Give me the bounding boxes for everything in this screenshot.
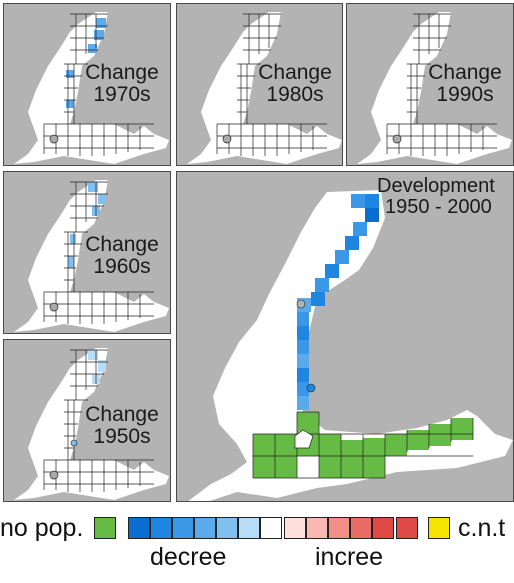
map-panel-1970s (3, 3, 171, 166)
caption-line2: 1950 - 2000 (385, 196, 492, 218)
legend-swatch-increase-2 (306, 517, 328, 539)
legend-swatch-decrease-4 (194, 517, 216, 539)
legend-swatch-cnt (428, 517, 450, 539)
caption-line1: Change (85, 61, 159, 84)
caption-line2: 1950s (93, 425, 151, 449)
caption-line1: Change (258, 61, 332, 84)
legend-increase-label: incree (315, 543, 384, 571)
legend-swatch-decrease-2 (150, 517, 172, 539)
lake-marker (50, 135, 58, 143)
panel-caption-1960s (74, 234, 170, 278)
legend-swatch-no-pop (94, 517, 116, 539)
legend-no-pop-label: no pop. (0, 514, 84, 542)
map-development (177, 172, 514, 502)
legend-swatch-increase-4 (350, 517, 372, 539)
legend-swatch-decrease-1 (128, 517, 150, 539)
legend-swatch-decrease-5 (216, 517, 238, 539)
legend-swatch-increase-1 (284, 517, 306, 539)
caption-line1: Change (85, 233, 159, 256)
caption-line1: Change (428, 61, 502, 84)
legend-decrease-label: decree (150, 543, 227, 571)
legend-swatch-increase-6 (396, 517, 418, 539)
decrease-marker (307, 384, 315, 392)
lake-marker (223, 135, 231, 143)
map-panel-1960s (3, 171, 171, 334)
lake-marker (50, 303, 58, 311)
caption-line2: 1970s (93, 83, 151, 107)
caption-line1: Development (377, 175, 495, 197)
panel-caption-development (377, 176, 514, 218)
legend-cnt-label: c.n.t (458, 514, 506, 542)
legend-swatch-increase-3 (328, 517, 350, 539)
caption-line2: 1990s (436, 83, 494, 107)
map-panel-development (176, 171, 514, 502)
legend-swatch-decrease-6 (238, 517, 260, 539)
caption-line2: 1960s (93, 255, 151, 279)
panel-caption-1990s (417, 62, 513, 106)
legend-swatch-decrease-3 (172, 517, 194, 539)
lake-marker (297, 300, 305, 308)
panel-caption-1970s (74, 62, 170, 106)
caption-line2: 1980s (266, 83, 324, 107)
legend-swatch-increase-5 (372, 517, 394, 539)
map-panel-1980s (176, 3, 343, 166)
lake-marker (393, 135, 401, 143)
legend-swatch-neutral (260, 517, 282, 539)
map-panel-1950s (3, 339, 171, 502)
lake-marker (50, 471, 58, 479)
caption-line1: Change (85, 403, 159, 426)
panel-caption-1950s (74, 404, 170, 448)
map-panel-1990s (346, 3, 514, 166)
panel-caption-1980s (247, 62, 343, 106)
